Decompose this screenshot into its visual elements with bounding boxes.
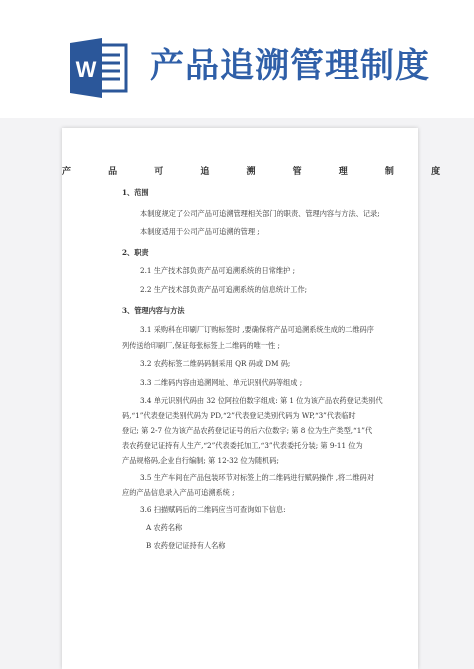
paragraph-line: 3.6 扫描赋码后的二维码应当可查询如下信息: — [140, 505, 286, 514]
paragraph-line: 3.3 二维码内容由追溯网址、单元识别代码等组成 ; — [140, 378, 303, 387]
word-icon — [68, 37, 130, 99]
section-heading-methods: 3、管理内容与方法 — [122, 306, 185, 315]
paragraph-line: 3.5 生产车间在产品包装环节对标签上的二维码进行赋码操作 ,将二维码对 — [140, 473, 374, 482]
list-item: B 农药登记证持有人名称 — [146, 541, 226, 550]
paragraph-line: 列传送给印刷厂,保证每张标签上二维码的唯一性 ; — [122, 341, 280, 350]
word-icon-letter: W — [75, 57, 97, 82]
list-item: A 农药名称 — [146, 523, 183, 532]
paragraph-line: 3.2 农药标签二维码码制采用 QR 码或 DM 码; — [140, 359, 291, 368]
paragraph-line: 表农药登记证持有人生产,“2”代表委托加工,“3”代表委托分装; 第 9-11 位为 — [122, 441, 363, 450]
section-heading-duties: 2、职责 — [122, 248, 149, 257]
section-heading-scope: 1、范围 — [122, 188, 149, 197]
paragraph-line: 登记; 第 2-7 位为该产品农药登记证号的后六位数字; 第 8 位为生产类型,“1”代 — [122, 426, 373, 435]
paragraph-line: 码,“1”代表登记类别代码为 PD,“2”代表登记类别代码为 WP,“3”代表临时 — [122, 411, 356, 420]
paragraph-line: 2.2 生产技术部负责产品可追溯系统的信息统计工作; — [140, 285, 308, 294]
paragraph-line: 2.1 生产技术部负责产品可追溯系统的日常维护 ; — [140, 266, 295, 275]
paragraph-line: 应的产品信息录入产品可追溯系统 ; — [122, 488, 235, 497]
title-banner — [0, 0, 474, 118]
paragraph-line: 本制度规定了公司产品可追溯管理相关部门的职责、管理内容与方法、记录; — [140, 209, 380, 218]
document-title: 产 品 可 追 溯 管 理 制 度 — [62, 167, 458, 177]
paragraph-line: 3.4 单元识别代码由 32 位阿拉伯数字组成: 第 1 位为该产品农药登记类别代 — [140, 396, 383, 405]
paragraph-line: 本制度适用于公司产品可追溯的管理 ; — [140, 227, 260, 236]
document-page — [62, 128, 458, 669]
paragraph-line: 产品规格码,企业自行编制; 第 12-32 位为随机码; — [122, 456, 279, 465]
paragraph-line: 3.1 采购科在印刷厂订购标签时 ,要确保将产品可追溯系统生成的二维码序 — [140, 325, 374, 334]
banner-title: 产品追溯管理制度 — [150, 46, 430, 86]
